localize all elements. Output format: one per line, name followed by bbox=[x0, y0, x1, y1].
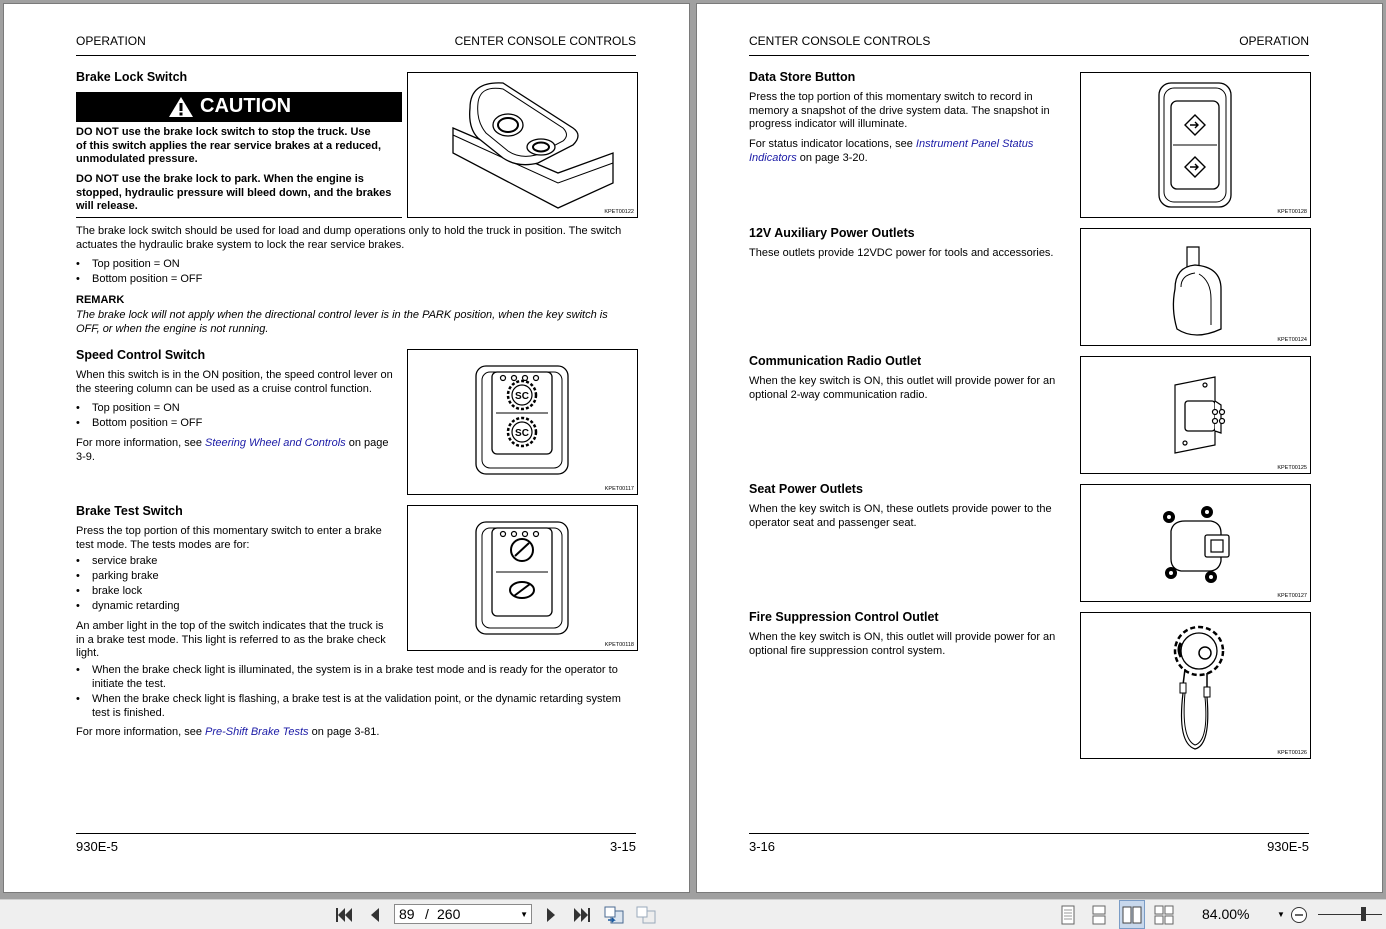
facing-icon[interactable] bbox=[1119, 900, 1145, 929]
remark-text: The brake lock will not apply when the directional control lever is in the PARK position, when the key switch is OFF, or when the engine is not running. bbox=[76, 309, 608, 335]
caution-label: CAUTION bbox=[200, 95, 292, 117]
bullet-item: • When the brake check light is flashing, a brake test is at the validation point, or the dynamic retarding system test is finished. bbox=[92, 693, 621, 720]
caution-rule bbox=[76, 217, 402, 218]
sc-label: SC bbox=[515, 428, 529, 439]
figure-id: KPET00117 bbox=[604, 486, 634, 492]
brake-test-figure bbox=[407, 505, 638, 651]
footer-right: 930E-5 bbox=[1267, 839, 1309, 854]
zoom-slider-track[interactable] bbox=[1318, 914, 1382, 915]
next-page-icon[interactable] bbox=[540, 900, 562, 929]
continuous-icon[interactable] bbox=[1087, 900, 1111, 929]
brake-lock-title: Brake Lock Switch bbox=[76, 70, 188, 84]
page-number: 3-15 bbox=[609, 839, 636, 854]
fire-title: Fire Suppression Control Outlet bbox=[749, 610, 939, 624]
page-number-input[interactable] bbox=[394, 904, 532, 924]
radio-body: When the key switch is ON, this outlet will provide power for an optional 2-way communication radio. bbox=[749, 375, 1056, 401]
bullet-item: • service brake bbox=[92, 555, 157, 569]
instrument-panel-link[interactable]: Indicators bbox=[749, 151, 797, 164]
header-right: OPERATION bbox=[1239, 34, 1309, 48]
footer-left: 930E-5 bbox=[76, 839, 118, 854]
bullet-item: • brake lock bbox=[92, 585, 142, 599]
current-page: 89 bbox=[399, 906, 415, 922]
speed-control-switch-illustration bbox=[408, 350, 637, 494]
figure-id: KPET00126 bbox=[1277, 750, 1307, 756]
pre-shift-brake-tests-link[interactable]: Pre-Shift Brake Tests bbox=[205, 726, 309, 738]
speed-control-figure bbox=[407, 349, 638, 495]
footer-rule bbox=[749, 833, 1309, 834]
bullet-item: • dynamic retarding bbox=[92, 600, 179, 614]
last-page-icon[interactable] bbox=[568, 900, 594, 929]
navigation-toolbar bbox=[0, 899, 1386, 929]
sc-label: SC bbox=[515, 391, 529, 402]
seat-figure bbox=[1080, 484, 1311, 602]
warning-icon bbox=[168, 96, 194, 118]
figure-id: KPET00128 bbox=[1277, 209, 1307, 215]
total-pages: 260 bbox=[437, 906, 461, 922]
radio-figure bbox=[1080, 356, 1311, 474]
left-page bbox=[4, 4, 689, 892]
right-page bbox=[697, 4, 1382, 892]
header-rule bbox=[76, 55, 636, 56]
bullet-item: • Bottom position = OFF bbox=[92, 273, 202, 287]
header-right: CENTER CONSOLE CONTROLS bbox=[454, 34, 636, 48]
aux-power-body: These outlets provide 12VDC power for tools and accessories. bbox=[749, 247, 1054, 259]
continuous-facing-icon[interactable] bbox=[1152, 900, 1176, 929]
zoom-slider-handle[interactable] bbox=[1361, 907, 1366, 921]
header-left: OPERATION bbox=[76, 34, 146, 48]
single-page-icon[interactable] bbox=[1056, 900, 1080, 929]
figure-id: KPET00125 bbox=[1277, 465, 1307, 471]
seat-outlet-illustration bbox=[1081, 485, 1310, 601]
radio-outlet-illustration bbox=[1081, 357, 1310, 473]
brake-test-title: Brake Test Switch bbox=[76, 504, 183, 518]
caution-banner bbox=[76, 92, 402, 122]
radio-title: Communication Radio Outlet bbox=[749, 354, 922, 368]
brake-test-switch-illustration bbox=[408, 506, 637, 650]
zoom-level[interactable]: 84.00% bbox=[1202, 906, 1250, 922]
figure-id: KPET00118 bbox=[604, 642, 634, 648]
data-store-title: Data Store Button bbox=[749, 70, 856, 84]
speed-control-title: Speed Control Switch bbox=[76, 348, 206, 362]
speed-control-more: For more information, see Steering Wheel and Controls on page 3-9. bbox=[76, 437, 389, 463]
chevron-down-icon[interactable]: ▼ bbox=[1277, 910, 1285, 919]
aux-power-title: 12V Auxiliary Power Outlets bbox=[749, 226, 915, 240]
figure-id: KPET00127 bbox=[1277, 593, 1307, 599]
seat-body: When the key switch is ON, these outlets provide power to the operator seat and passenger seat. bbox=[749, 503, 1052, 529]
data-store-more: For status indicator locations, see Instrument Panel Status Indicators on page 3-20. bbox=[749, 138, 1034, 164]
footer-rule bbox=[76, 833, 636, 834]
data-store-button-illustration bbox=[1081, 73, 1310, 217]
bullet-item: • Bottom position = OFF bbox=[92, 417, 202, 431]
brake-test-body: Press the top portion of this momentary switch to enter a brake test mode. The tests modes are for: bbox=[76, 525, 382, 551]
power-outlet-illustration bbox=[1081, 229, 1310, 345]
header-rule bbox=[749, 55, 1309, 56]
bullet-item: • Top position = ON bbox=[92, 258, 180, 272]
fire-figure bbox=[1080, 612, 1311, 759]
data-store-figure bbox=[1080, 72, 1311, 218]
page-separator: / bbox=[425, 906, 429, 922]
chevron-down-icon[interactable]: ▼ bbox=[520, 910, 528, 919]
amber-light-text: An amber light in the top of the switch indicates that the truck is in a brake test mode. This light is referred to as the brake check light. bbox=[76, 620, 386, 659]
figure-id: KPET00122 bbox=[604, 209, 634, 215]
steering-wheel-link[interactable]: Steering Wheel and Controls bbox=[205, 437, 346, 449]
aux-power-figure bbox=[1080, 228, 1311, 346]
brake-lock-body: The brake lock switch should be used for load and dump operations only to hold the truck in position. The switch actuates the hydraulic brake system to lock the rear service brakes. bbox=[76, 225, 622, 251]
fire-suppression-outlet-illustration bbox=[1081, 613, 1310, 758]
brake-lock-switch-illustration bbox=[408, 73, 637, 217]
first-page-icon[interactable] bbox=[333, 900, 357, 929]
caution-text-1: DO NOT use the brake lock switch to stop the truck. Use of this switch applies the rear service brakes at a reduced, unmodulated pressure. bbox=[76, 126, 382, 165]
next-view-icon[interactable] bbox=[633, 900, 659, 929]
bullet-item: • parking brake bbox=[92, 570, 159, 584]
caution-text-2: DO NOT use the brake lock to park. When the engine is stopped, hydraulic pressure will bleed down, and the brakes will release. bbox=[76, 173, 392, 212]
remark-label: REMARK bbox=[76, 294, 125, 306]
previous-page-icon[interactable] bbox=[364, 900, 386, 929]
page-number: 3-16 bbox=[749, 839, 776, 854]
previous-view-icon[interactable] bbox=[601, 900, 627, 929]
brake-test-more: For more information, see Pre-Shift Brake Tests on page 3-81. bbox=[76, 726, 380, 738]
bullet-item: • When the brake check light is illuminated, the system is in a brake test mode and is ready for the operator to initiate the test. bbox=[92, 664, 618, 691]
speed-control-body: When this switch is in the ON position, the speed control lever on the steering column can be used as a cruise control function. bbox=[76, 369, 393, 395]
fire-body: When the key switch is ON, this outlet will provide power for an optional fire suppression control system. bbox=[749, 631, 1056, 657]
instrument-panel-link[interactable]: Instrument Panel Status bbox=[915, 138, 1034, 150]
zoom-out-icon[interactable] bbox=[1288, 900, 1310, 929]
header-left: CENTER CONSOLE CONTROLS bbox=[749, 34, 931, 48]
bullet-item: • Top position = ON bbox=[92, 402, 180, 416]
brake-lock-figure bbox=[407, 72, 638, 218]
data-store-body: Press the top portion of this momentary switch to record in memory a snapshot of the drive system data. The snapshot in progress indicator will illuminate. bbox=[749, 91, 1050, 130]
seat-title: Seat Power Outlets bbox=[749, 482, 863, 496]
figure-id: KPET00124 bbox=[1277, 337, 1307, 343]
